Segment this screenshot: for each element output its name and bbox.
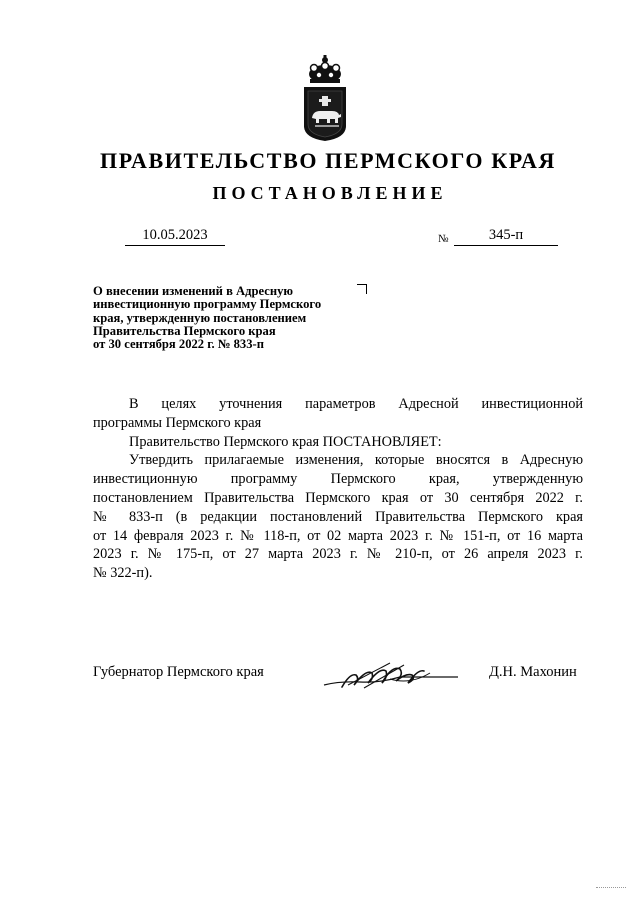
subject-line: края, утвержденную постановлением: [93, 310, 307, 325]
crown-icon: [309, 55, 341, 83]
body-paragraph-line: № 322-п).: [93, 565, 153, 582]
government-title: ПРАВИТЕЛЬСТВО ПЕРМСКОГО КРАЯ: [100, 148, 556, 173]
document-body: [93, 395, 583, 583]
subject-line: О внесении изменений в Адресную: [93, 284, 293, 298]
scan-artifact: [596, 887, 626, 891]
handwritten-signature: [320, 655, 460, 695]
subject-line: инвестиционную программу Пермского: [93, 297, 322, 312]
perm-krai-coat-of-arms-icon: [301, 54, 349, 142]
subject-line: Правительства Пермского края: [93, 323, 276, 338]
body-paragraph-line: от 14 февраля 2023 г. № 118-п, от 02 марта 2023 г. № 151-п, от 16 марта: [93, 527, 583, 544]
body-paragraph-line: № 833-п (в редакции постановлений Правительства Пермского края: [93, 508, 583, 525]
body-paragraph-line: инвестиционную программу Пермского края, утвержденную: [93, 471, 583, 488]
body-paragraph-line: постановлением Правительства Пермского края от 30 сентября 2022 г.: [93, 489, 583, 506]
body-paragraph-line: Утвердить прилагаемые изменения, которые вносятся в Адресную: [129, 452, 583, 469]
body-paragraph-line: В целях уточнения параметров Адресной инвестиционной: [129, 396, 583, 412]
body-paragraph-line: программы Пермского края: [93, 414, 262, 431]
document-type-heading: ПОСТАНОВЛЕНИЕ: [212, 183, 448, 203]
subject-line: от 30 сентября 2022 г. № 833-п: [93, 337, 264, 352]
body-paragraph-line: 2023 г. № 175-п, от 27 марта 2023 г. № 210-п, от 26 апреля 2023 г.: [93, 546, 583, 563]
resolution-statement: Правительство Пермского края ПОСТАНОВЛЯЕТ:: [129, 433, 442, 450]
signatory-name: Д.Н. Махонин: [489, 664, 577, 680]
subject-corner-mark: [357, 284, 367, 294]
document-subject: [93, 285, 383, 351]
shield-icon: [304, 87, 346, 141]
signatory-position: Губернатор Пермского края: [93, 664, 264, 680]
document-date: 10.05.2023: [125, 227, 225, 246]
number-sign: №: [438, 233, 449, 245]
document-number: 345-п: [454, 227, 558, 246]
